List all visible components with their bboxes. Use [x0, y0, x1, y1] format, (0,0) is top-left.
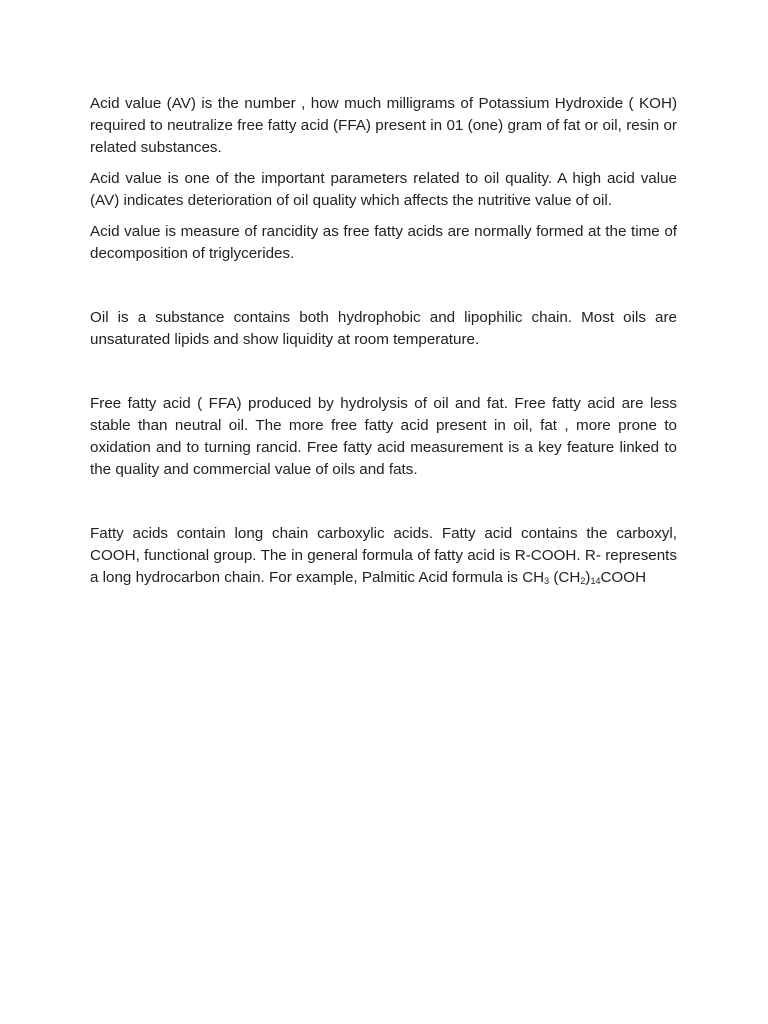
document-page [90, 93, 677, 589]
paragraph-acid-value-definition: Acid value (AV) is the number , how much milligrams of Potassium Hydroxide ( KOH) required to neutralize free fatty acid (FFA) present in 01 (one) gram of fat or oil, resin or related substances. [90, 95, 677, 156]
fatty-acids-text: Fatty acids contain long chain carboxylic acids. Fatty acid contains the carboxyl, COOH, functional group. The in general formula of fatty acid is R-COOH. R- represents a long hydrocarbon chain. For example, Palmitic Acid formula is [90, 525, 677, 586]
formula-part: CH [522, 569, 545, 586]
paragraph-free-fatty-acid: Free fatty acid ( FFA) produced by hydrolysis of oil and fat. Free fatty acid are less stable than neutral oil. The more free fatty acid present in oil, fat , more prone to oxidation and to turning rancid. Free fatty acid measurement is a key feature linked to the quality and commercial value of oils and fats. [90, 395, 677, 478]
formula-subscript: 3 [544, 576, 550, 586]
formula-part: COOH [600, 569, 647, 586]
palmitic-acid-formula [522, 569, 646, 586]
formula-part: ) [585, 569, 591, 586]
formula-subscript: 2 [580, 576, 586, 586]
paragraph-rancidity: Acid value is measure of rancidity as free fatty acids are normally formed at the time of decomposition of triglycerides. [90, 223, 677, 262]
formula-part: (CH [549, 569, 581, 586]
paragraph-acid-value-importance: Acid value is one of the important parameters related to oil quality. A high acid value (AV) indicates deterioration of oil quality which affects the nutritive value of oil. [90, 170, 677, 209]
paragraph-oil-definition: Oil is a substance contains both hydrophobic and lipophilic chain. Most oils are unsaturated lipids and show liquidity at room temperature. [90, 309, 677, 348]
paragraph-fatty-acids [90, 523, 677, 589]
formula-subscript: 14 [590, 576, 601, 586]
